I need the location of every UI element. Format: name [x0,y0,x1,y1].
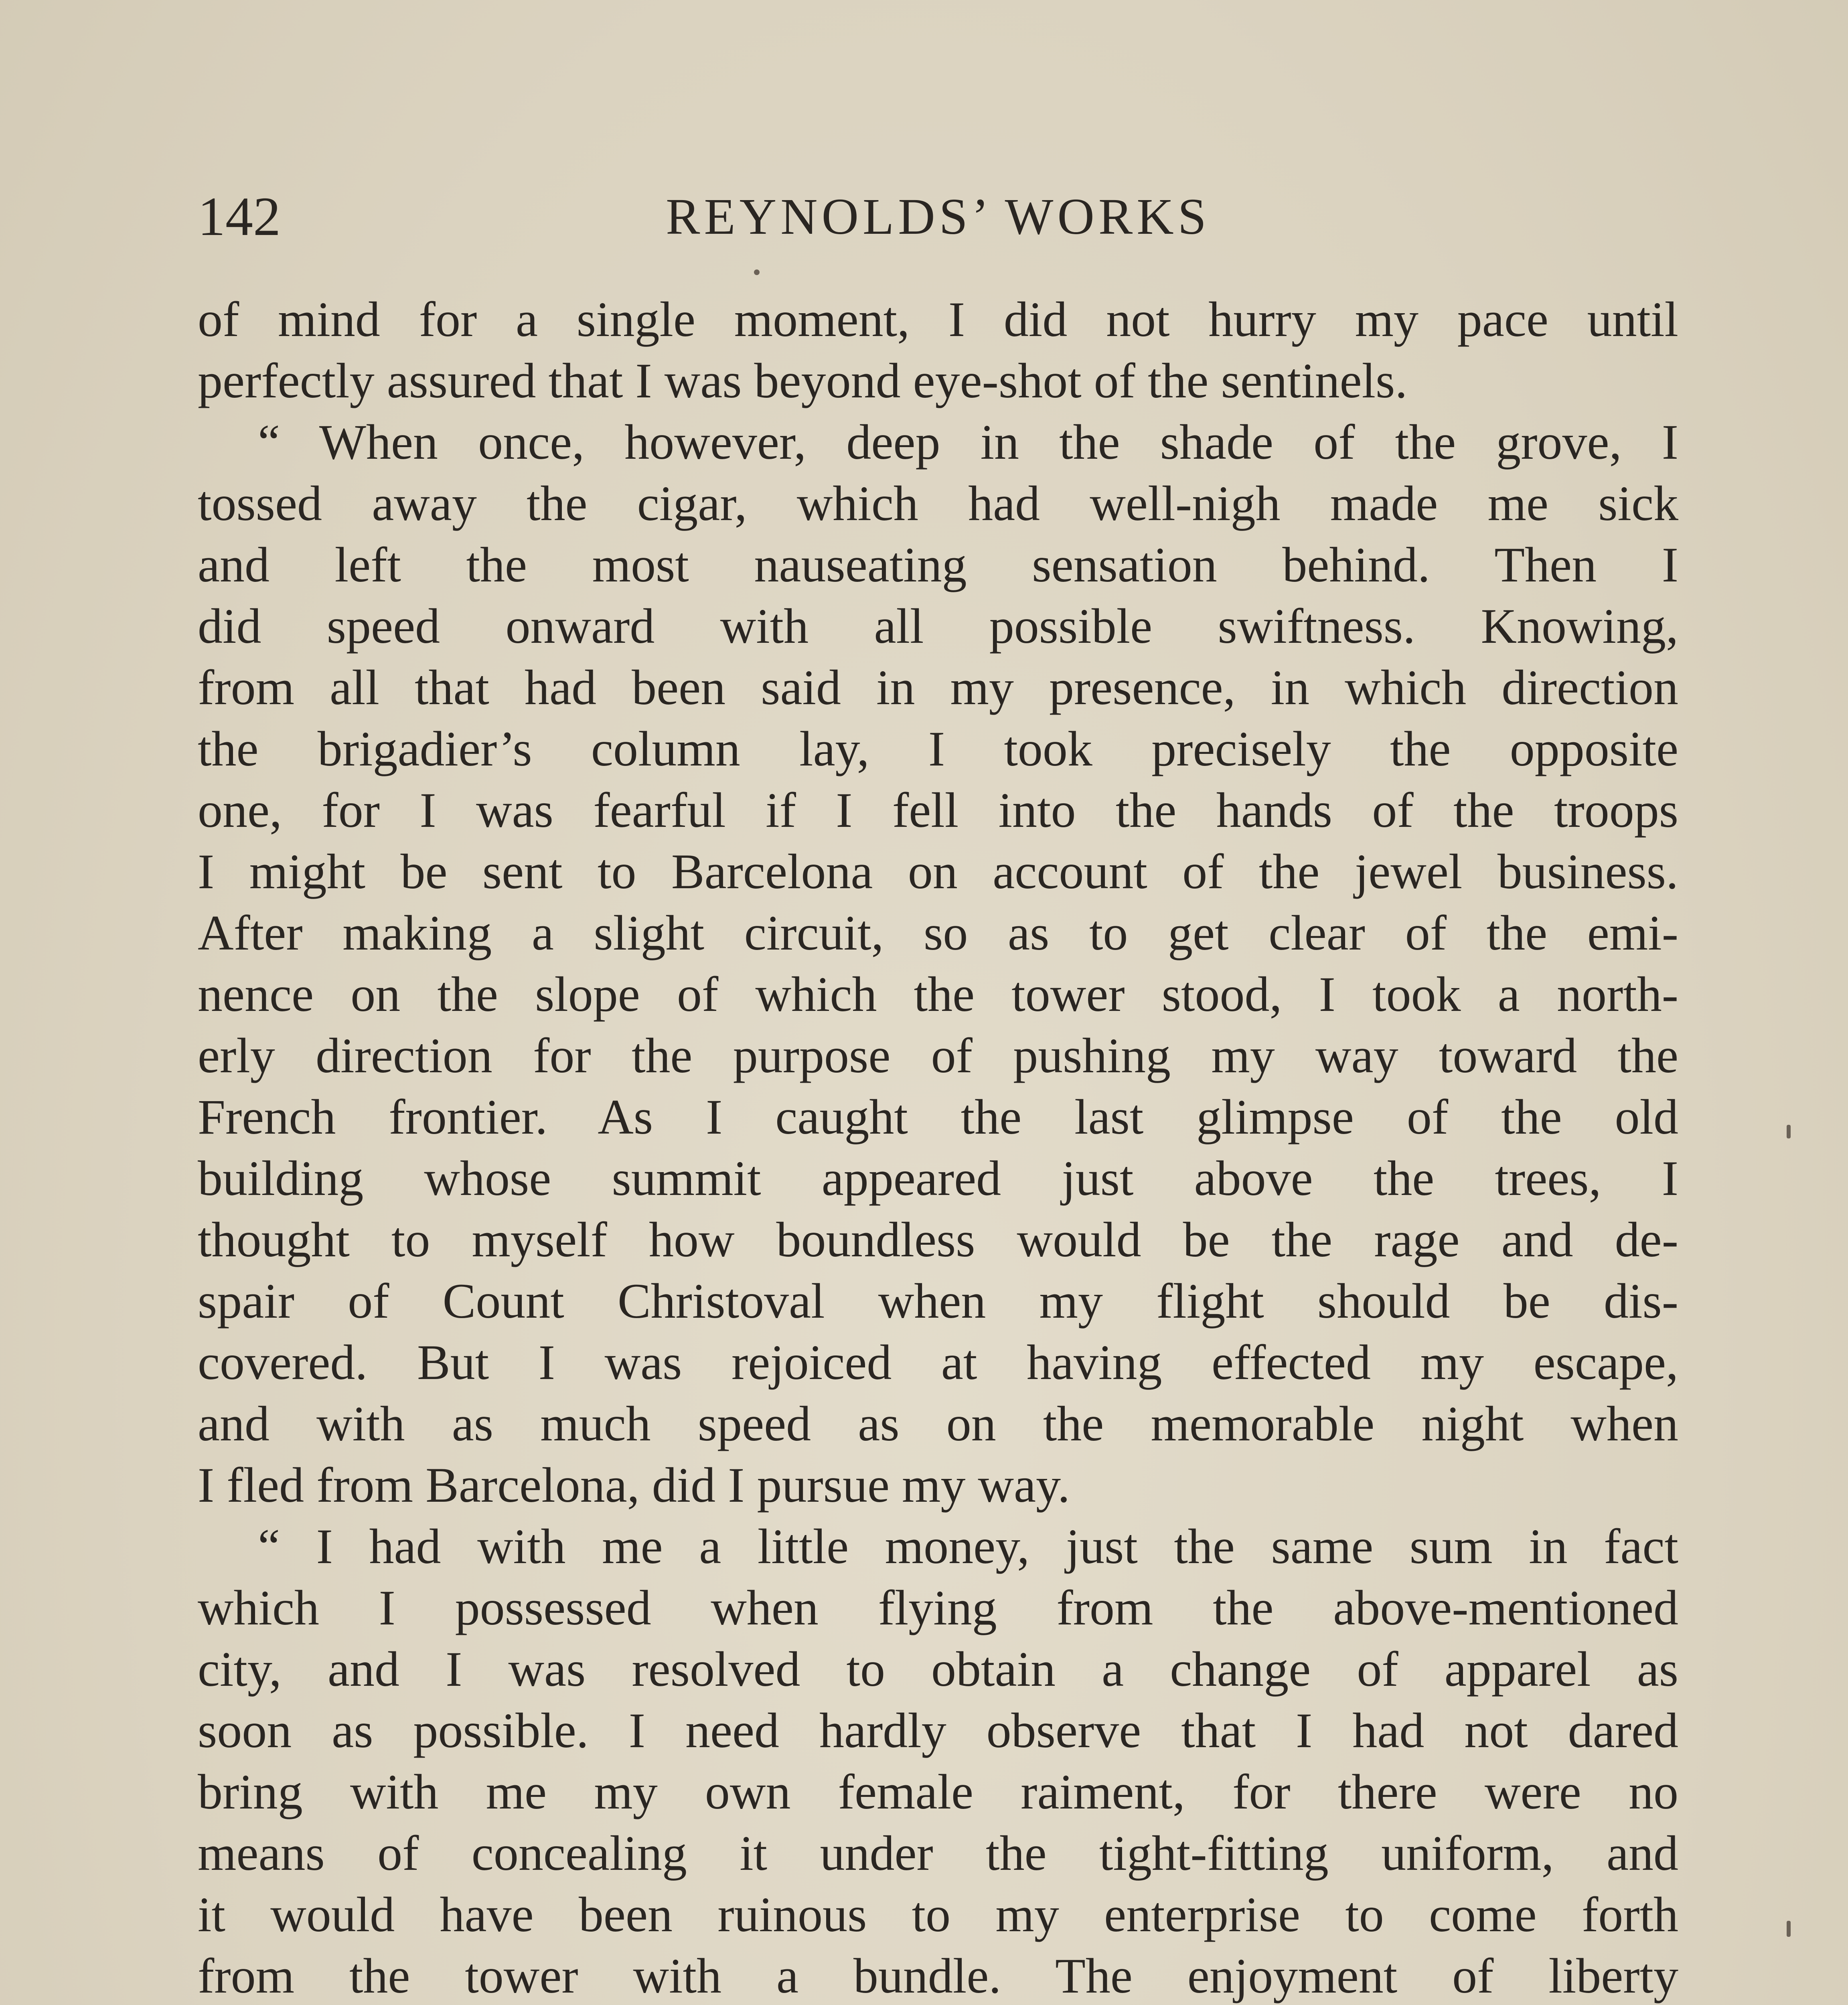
text-line: thought to myself how boundless would be the rage and de- [198,1212,1678,1267]
text-line: covered. But I was rejoiced at having effected my escape, [198,1335,1678,1390]
text-line: did speed onward with all possible swiftness. Knowing, [198,599,1678,654]
page-header [198,176,1678,257]
text-line: soon as possible. I need hardly observe that I had not dared [198,1703,1678,1758]
text-line: from all that had been said in my presence, in which direction [198,660,1678,715]
text-line: one, for I was fearful if I fell into the hands of the troops [198,783,1678,838]
text-line: spair of Count Christoval when my flight should be dis- [198,1274,1678,1329]
text-line: the brigadier’s column lay, I took precisely the opposite [198,721,1678,776]
text-line: means of concealing it under the tight-fitting uniform, and [198,1826,1678,1881]
text-line: nence on the slope of which the tower stood, I took a north- [198,967,1678,1022]
body-text [198,289,1678,2005]
text-line: “ I had with me a little money, just the same sum in fact [258,1519,1678,1574]
text-line: perfectly assured that I was beyond eye-shot of the sentinels. [198,353,1408,408]
text-line: of mind for a single moment, I did not hurry my pace until [198,292,1678,347]
text-line: building whose summit appeared just above the trees, I [198,1151,1678,1206]
paper-speck [1787,1921,1791,1937]
text-line: and left the most nauseating sensation behind. Then I [198,537,1678,592]
text-line: and with as much speed as on the memorable night when [198,1396,1678,1451]
paper-speck [754,269,760,275]
text-line: bring with me my own female raiment, for there were no [198,1764,1678,1819]
text-line: “ When once, however, deep in the shade of the grove, I [258,415,1678,470]
text-line: from the tower with a bundle. The enjoyment of liberty [198,1948,1678,2003]
text-line: tossed away the cigar, which had well-nigh made me sick [198,476,1678,531]
page-number: 142 [198,186,281,247]
paper-speck [1787,1125,1791,1138]
running-title: REYNOLDS’ WORKS [666,188,1210,245]
text-line: erly direction for the purpose of pushing my way toward the [198,1028,1678,1083]
text-line: which I possessed when flying from the above-mentioned [198,1580,1678,1635]
text-line: city, and I was resolved to obtain a change of apparel as [198,1642,1678,1697]
text-line: I fled from Barcelona, did I pursue my way. [198,1458,1070,1513]
text-line: I might be sent to Barcelona on account of the jewel business. [198,844,1678,899]
text-line: After making a slight circuit, so as to get clear of the emi- [198,905,1678,960]
text-line: French frontier. As I caught the last glimpse of the old [198,1090,1678,1144]
text-line: it would have been ruinous to my enterprise to come forth [198,1887,1678,1942]
